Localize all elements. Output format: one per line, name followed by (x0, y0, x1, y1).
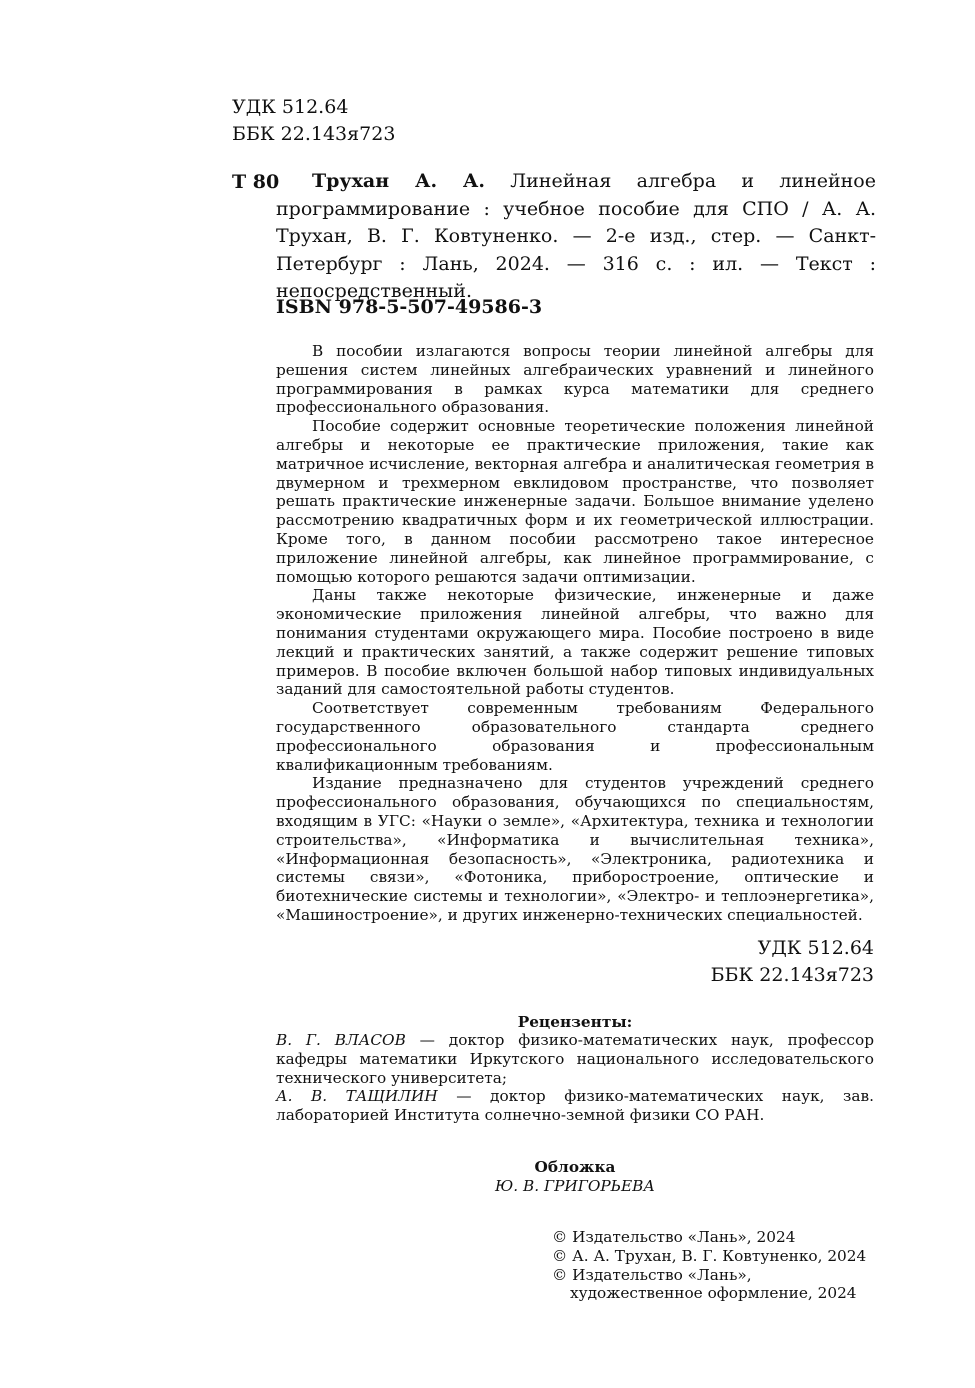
record-text: Линейная алгебра и линейное программирование : учебное пособие для СПО / А. А. Трухан, В. Г. Ковтуненко. — 2-е изд., стер. — Санкт-Петербург : Лань, 2024. — 316 с. : ил. — Текст : непосредственный. (276, 170, 876, 302)
reviewers-heading: Рецензенты: (517, 1013, 633, 1031)
cover-title: Обложка (534, 1158, 616, 1176)
annotation-paragraph: Соответствует современным требованиям Федерального государственного образовательного стандарта среднего профессионального образования и профессиональным квалификационным требованиям. (276, 699, 874, 774)
reviewer-desc: — доктор физико-математических наук, зав. лабораторией Института солнечно-земной физики СО РАН. (276, 1087, 874, 1125)
udk-bbk-top (232, 94, 395, 148)
udk-bbk-bottom (711, 935, 874, 989)
bbk-code: ББК 22.143я723 (232, 123, 396, 145)
copyright-line: © Издательство «Лань», 2024 (552, 1228, 796, 1246)
author-name: Трухан А. А. (312, 170, 485, 192)
author-mark: Т 80 (232, 171, 280, 193)
annotation-paragraph: Пособие содержит основные теоретические положения линейной алгебры и некоторые ее практические приложения, такие как матричное исчисление, векторная алгебра и аналитическая геометрия в двумерном и трехмерном евклидовом пространстве, что позволяет решать практические инженерные задачи. Большое внимание уделено рассмотрению квадратичных форм и их геометрической иллюстрации. Кроме того, в данном пособии рассмотрено такое интересное приложение линейной алгебры, как линейное программирование, с помощью которого решаются задачи оптимизации. (276, 417, 874, 586)
reviewers-list (276, 1031, 874, 1125)
udk-code: УДК 512.64 (232, 96, 349, 118)
udk-code: УДК 512.64 (757, 937, 874, 959)
bbk-code: ББК 22.143я723 (710, 964, 874, 986)
reviewer-entry (276, 1031, 874, 1087)
bibliographic-record (276, 168, 876, 306)
copyright-line: © Издательство «Лань», (552, 1265, 752, 1284)
copyright-block (552, 1228, 866, 1303)
cover-artist: Ю. В. ГРИГОРЬЕВА (495, 1177, 655, 1195)
copyright-line: © А. А. Трухан, В. Г. Ковтуненко, 2024 (552, 1246, 867, 1265)
reviewer-desc: — доктор физико-математических наук, профессор кафедры математики Иркутского национального исследовательского технического университета; (276, 1031, 874, 1087)
annotation (276, 342, 874, 925)
annotation-paragraph: В пособии излагаются вопросы теории линейной алгебры для решения систем линейных алгебраических уравнений и линейного программирования в рамках курса математики для среднего профессионального образования. (276, 342, 874, 417)
reviewer-entry (276, 1087, 874, 1125)
reviewer-name: В. Г. ВЛАСОВ (276, 1031, 406, 1049)
annotation-paragraph: Издание предназначено для студентов учреждений среднего профессионального образования, обучающихся по специальностям, входящим в УГС: «Науки о земле», «Архитектура, техника и технологии строительства», «Информатика и вычислительная техника», «Информационная безопасность», «Электроника, радиотехника и системы связи», «Фотоника, приборостроение, оптические и биотехнические системы и технологии», «Электро- и теплоэнергетика», «Машиностроение», и других инженерно-технических специальностей. (276, 774, 874, 924)
reviewer-name: А. В. ТАЩИЛИН (276, 1087, 438, 1106)
cover-credit (276, 1158, 874, 1196)
copyright-line: художественное оформление, 2024 (570, 1284, 857, 1303)
isbn: ISBN 978-5-507-49586-3 (276, 296, 543, 318)
annotation-paragraph: Даны также некоторые физические, инженерные и даже экономические приложения линейной алгебры, что важно для понимания студентами окружающего мира. Пособие построено в виде лекций и практических занятий, а также содержит решение типовых примеров. В пособие включен большой набор типовых индивидуальных заданий для самостоятельной работы студентов. (276, 586, 874, 699)
